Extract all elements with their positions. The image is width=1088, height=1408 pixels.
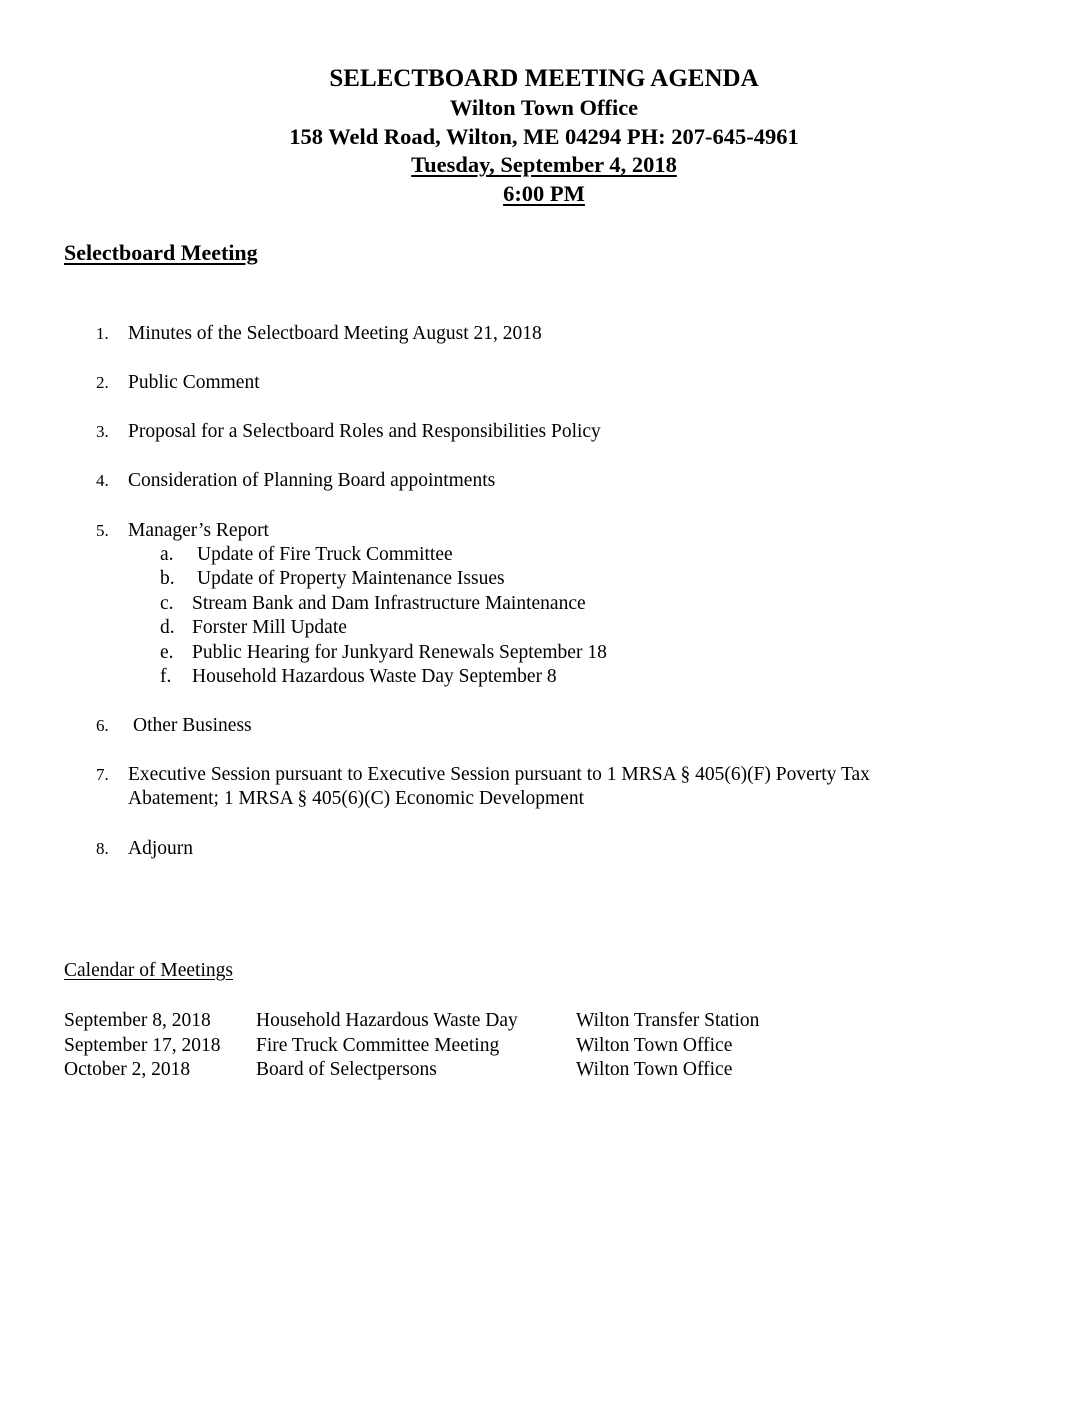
subitem-text: Forster Mill Update bbox=[192, 617, 347, 638]
subitem-letter: c. bbox=[160, 593, 174, 614]
calendar-heading: Calendar of Meetings bbox=[64, 960, 233, 981]
calendar-location: Wilton Town Office bbox=[576, 1059, 733, 1080]
item-number: 2. bbox=[96, 373, 109, 392]
item-text: Proposal for a Selectboard Roles and Responsibilities Policy bbox=[128, 421, 601, 442]
subitem-letter: e. bbox=[160, 642, 174, 663]
item-number: 5. bbox=[96, 521, 109, 540]
calendar-date: October 2, 2018 bbox=[64, 1059, 191, 1080]
subitem-letter: b. bbox=[160, 568, 175, 589]
item-text: Adjourn bbox=[128, 838, 193, 859]
meeting-time: 6:00 PM bbox=[503, 180, 585, 206]
item-text-continued: Abatement; 1 MRSA § 405(6)(C) Economic Development bbox=[128, 788, 585, 809]
item-number: 7. bbox=[96, 765, 109, 784]
calendar-event: Household Hazardous Waste Day bbox=[256, 1010, 518, 1031]
calendar-event: Fire Truck Committee Meeting bbox=[256, 1035, 500, 1056]
item-text: Other Business bbox=[133, 715, 252, 736]
subitem-text: Public Hearing for Junkyard Renewals September 18 bbox=[192, 642, 607, 663]
office-address: 158 Weld Road, Wilton, ME 04294 PH: 207-645-4961 bbox=[289, 123, 799, 149]
item-number: 6. bbox=[96, 716, 109, 735]
subitem-text: Update of Property Maintenance Issues bbox=[197, 568, 505, 589]
item-number: 3. bbox=[96, 422, 109, 441]
item-number: 1. bbox=[96, 324, 109, 343]
item-text: Executive Session pursuant to Executive Session pursuant to 1 MRSA § 405(6)(F) Poverty Tax bbox=[128, 764, 870, 785]
subitem-text: Stream Bank and Dam Infrastructure Maintenance bbox=[192, 593, 586, 614]
subitem-text: Household Hazardous Waste Day September 8 bbox=[192, 666, 557, 687]
subitem-text: Update of Fire Truck Committee bbox=[197, 544, 453, 565]
meeting-date: Tuesday, September 4, 2018 bbox=[411, 152, 677, 177]
item-text: Manager’s Report bbox=[128, 520, 269, 541]
subitem-letter: a. bbox=[160, 544, 174, 565]
calendar-date: September 17, 2018 bbox=[64, 1035, 221, 1056]
calendar-event: Board of Selectpersons bbox=[256, 1059, 437, 1080]
calendar-date: September 8, 2018 bbox=[64, 1010, 211, 1031]
item-number: 8. bbox=[96, 839, 109, 858]
section-heading: Selectboard Meeting bbox=[64, 240, 258, 265]
item-text: Consideration of Planning Board appointments bbox=[128, 470, 496, 491]
document-title: SELECTBOARD MEETING AGENDA bbox=[329, 65, 759, 92]
office-name: Wilton Town Office bbox=[449, 95, 639, 120]
item-text: Public Comment bbox=[128, 372, 260, 393]
item-number: 4. bbox=[96, 471, 109, 490]
agenda-header bbox=[0, 64, 1088, 208]
calendar-location: Wilton Town Office bbox=[576, 1035, 733, 1056]
item-text: Minutes of the Selectboard Meeting August 21, 2018 bbox=[128, 323, 542, 344]
subitem-letter: d. bbox=[160, 617, 175, 638]
subitem-letter: f. bbox=[160, 666, 172, 687]
calendar-location: Wilton Transfer Station bbox=[576, 1010, 760, 1031]
